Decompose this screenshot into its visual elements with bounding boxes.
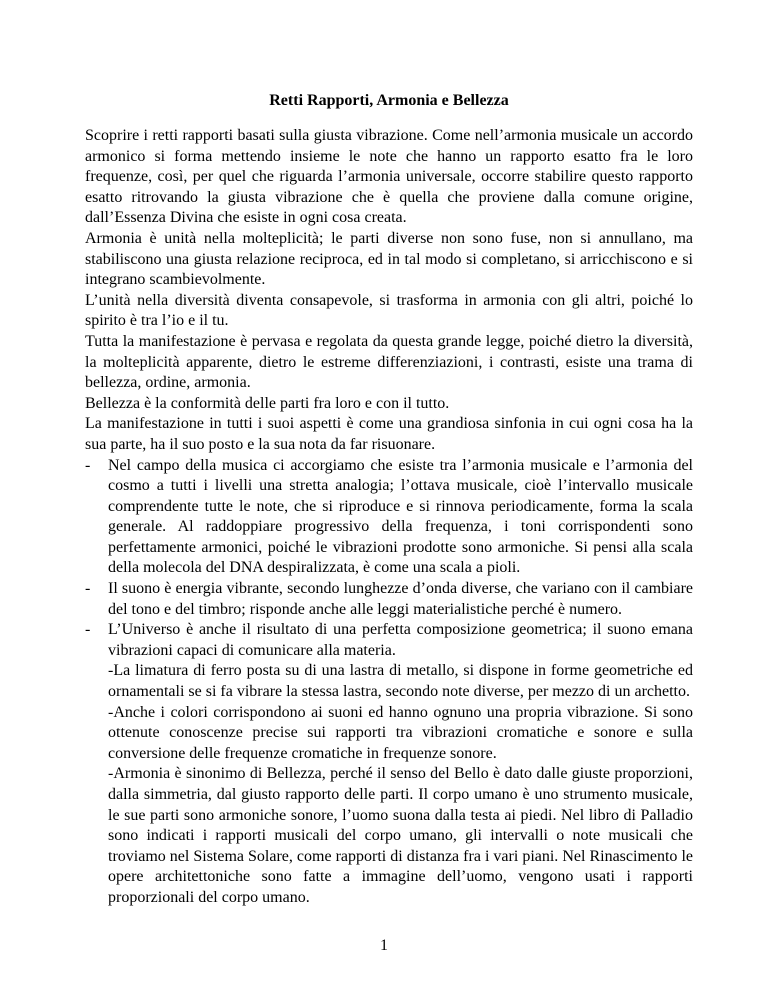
page-number: 1	[380, 937, 388, 954]
paragraph-6: La manifestazione in tutti i suoi aspetti è come una grandiosa sinfonia in cui ogni cosa ha la sua parte, ha il suo posto e la sua nota da far risuonare.	[85, 415, 693, 453]
document-page	[85, 90, 693, 909]
document-title: Retti Rapporti, Armonia e Bellezza	[269, 92, 509, 109]
bullet-marker: -	[85, 621, 91, 639]
bullet-marker: -	[85, 456, 91, 474]
paragraph-5: Bellezza è la conformità delle parti fra loro e con il tutto.	[85, 394, 450, 412]
bullet-text: L’Universo è anche il risultato di una perfetta composizione geometrica; il suono emana vibrazioni capaci di comunicare alla materia.	[108, 621, 693, 659]
bullet-item-2	[85, 579, 693, 620]
paragraph-3: L’unità nella diversità diventa consapevole, si trasforma in armonia con gli altri, poiché lo spirito è tra l’io e il tu.	[85, 291, 693, 330]
bullet-text: Nel campo della musica ci accorgiamo che esiste tra l’armonia musicale e l’armonia del cosmo a tutti i livelli una stretta analogia; l’ottava musicale, cioè l’intervallo musicale comprendente tutte le note, che si riproduce e si rinnova periodicamente, forma la scala generale. Al raddoppiare progressivo della frequenza, i toni corrispondenti sono perfettamente armonici, poiché le vibrazioni prodotte sono armoniche. Si pensi alla scala della molecola del DNA despiralizzata, è come una scala a pioli.	[108, 456, 693, 577]
sub-paragraph-1: -La limatura di ferro posta su di una lastra di metallo, si dispone in forme geometriche ed ornamentali se si fa vibrare la stessa lastra, secondo note diverse, per mezzo di un archetto.	[108, 662, 693, 701]
paragraph-4: Tutta la manifestazione è pervasa e regolata da questa grande legge, poiché dietro la diversità, la molteplicità apparente, dietro le estreme differenziazioni, i contrasti, esiste una trama di bellezza, ordine, armonia.	[85, 332, 693, 392]
sub-paragraph-3: -Armonia è sinonimo di Bellezza, perché il senso del Bello è dato dalle giuste proporzioni, dalla simmetria, dal giusto rapporto delle parti. Il corpo umano è uno strumento musicale, le sue parti sono armoniche sonore, l’uomo suona dalla testa ai piedi. Nel libro di Palladio sono indicati i rapporti musicali del corpo umano, gli intervalli o note musicali che troviamo nel Sistema Solare, come rapporti di distanza fra i vari piani. Nel Rinascimento le opere architettoniche sono fatte a immagine dell’uomo, vengono usati i rapporti proporzionali del corpo umano.	[108, 765, 693, 906]
paragraph-1: Scoprire i retti rapporti basati sulla giusta vibrazione. Come nell’armonia musicale un accordo armonico si forma mettendo insieme le note che hanno un rapporto esatto fra le loro frequenze, così, per quel che riguarda l’armonia universale, occorre stabilire questo rapporto esatto ritrovando la giusta vibrazione che è quella che proviene dalla comune origine, dall’Essenza Divina che esiste in ogni cosa creata.	[85, 127, 693, 227]
bullet-item-1	[85, 456, 693, 580]
bullet-item-3	[85, 620, 693, 661]
bullet-marker: -	[85, 580, 91, 598]
sub-paragraph-2: -Anche i colori corrispondono ai suoni ed hanno ognuno una propria vibrazione. Si sono ottenute conoscenze precise sui rapporti tra vibrazioni cromatiche e sonore e sulla conversione delle frequenze cromatiche in frequenze sonore.	[108, 703, 693, 762]
paragraph-2: Armonia è unità nella molteplicità; le parti diverse non sono fuse, non si annullano, ma stabiliscono una giusta relazione reciproca, ed in tal modo si completano, si arricchiscono e si integrano scambievolmente.	[85, 229, 693, 289]
bullet-text: Il suono è energia vibrante, secondo lunghezze d’onda diverse, che variano con il cambiare del tono e del timbro; risponde anche alle leggi materialistiche perché è numero.	[108, 580, 693, 618]
